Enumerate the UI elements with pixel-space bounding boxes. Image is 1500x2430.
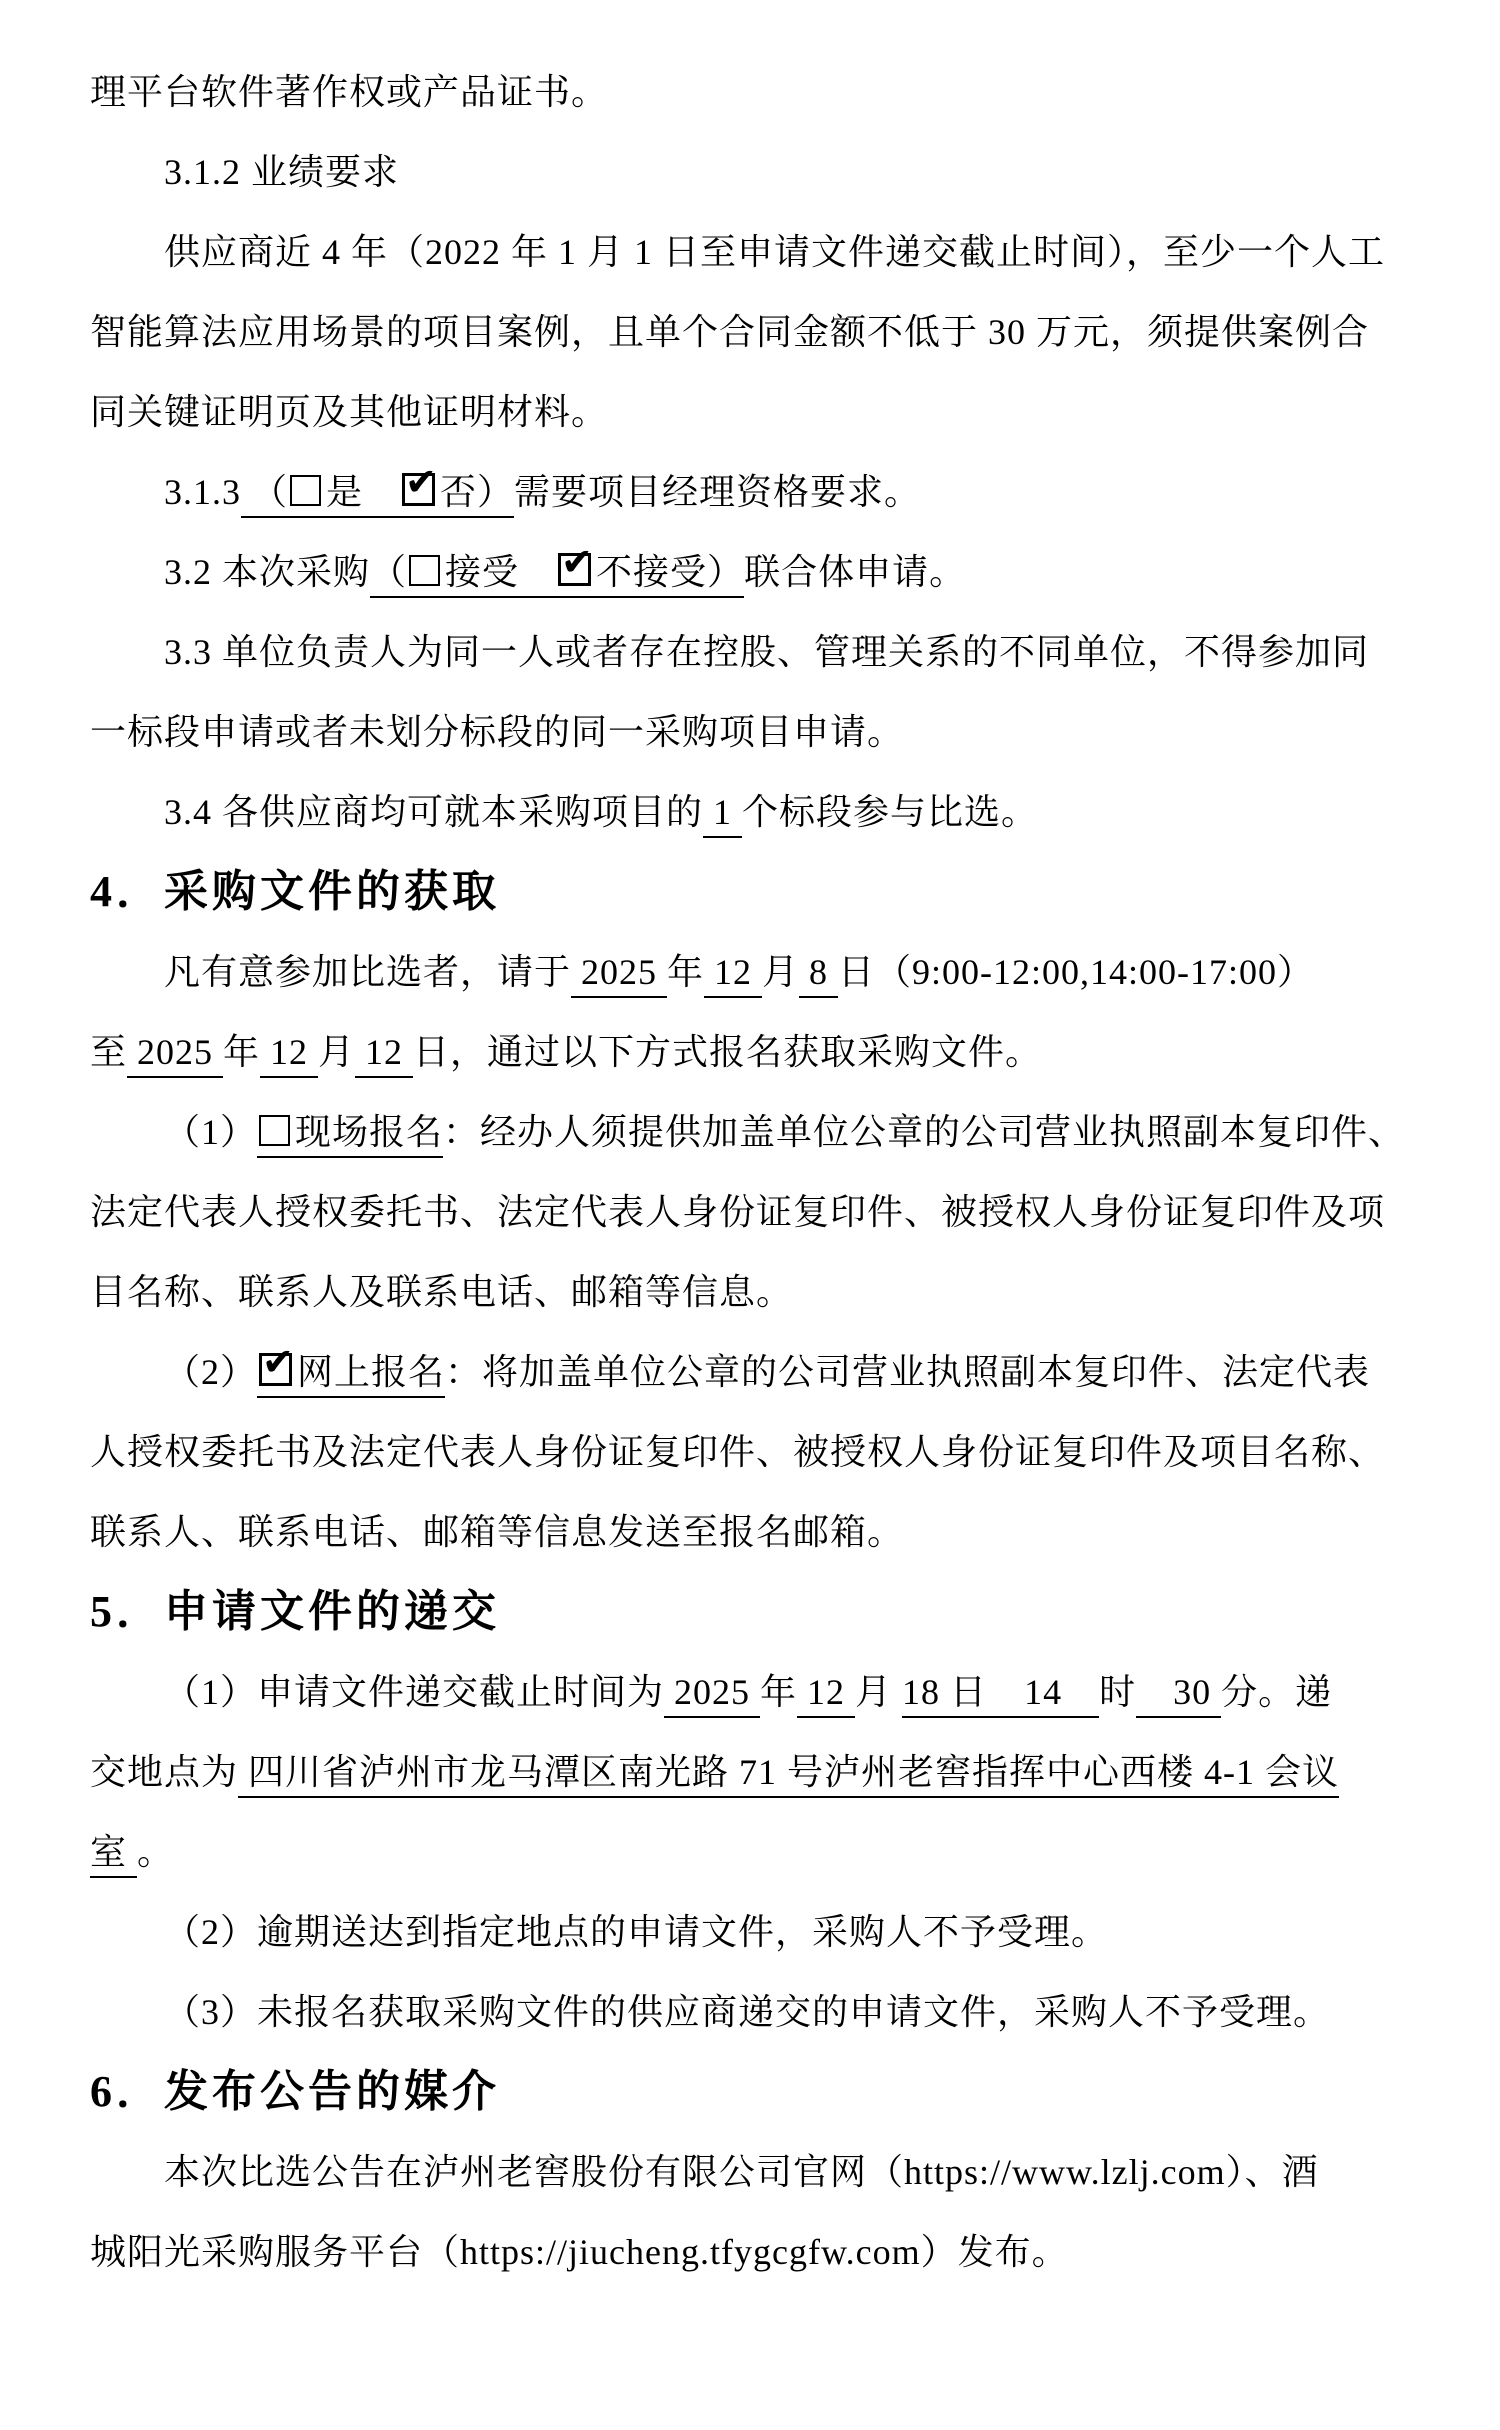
- text-segment: 2025: [571, 952, 667, 998]
- text-segment: （2）逾期送达到指定地点的申请文件，采购人不予受理。: [164, 1912, 1109, 1952]
- text-segment: （3）未报名获取采购文件的供应商递交的申请文件，采购人不予受理。: [164, 1992, 1331, 2032]
- text-segment: （1）申请文件递交截止时间为: [164, 1672, 665, 1712]
- checkbox-segment: [257, 1112, 295, 1158]
- text-segment: 接受: [445, 552, 556, 598]
- para-onsite-signup-line1: [90, 1092, 1420, 1172]
- item-3-1-3: [90, 452, 1420, 532]
- checkbox-segment: [556, 540, 596, 598]
- text-segment: 现场报名: [295, 1112, 443, 1158]
- para-performance-line2: [90, 292, 1420, 372]
- item-3-2: [90, 532, 1420, 612]
- text-segment: 2025: [664, 1672, 760, 1718]
- item-unregistered-rejected: [90, 1972, 1420, 2052]
- para-media-line1: [90, 2132, 1420, 2212]
- para-onsite-signup-line3: [90, 1252, 1420, 1332]
- text-segment: 理平台软件著作权或产品证书。: [90, 72, 609, 112]
- text-segment: 12: [355, 1032, 413, 1078]
- text-segment: 5．申请文件的递交: [90, 1587, 500, 1636]
- checkbox-unchecked-icon: [259, 1115, 290, 1146]
- text-segment: 需要项目经理资格要求。: [514, 472, 922, 512]
- para-online-signup-line2: [90, 1412, 1420, 1492]
- text-segment: 3.3 单位负责人为同一人或者存在控股、管理关系的不同单位，不得参加同: [164, 632, 1370, 672]
- heading-6: [90, 2052, 1420, 2132]
- text-segment: （: [241, 472, 288, 518]
- item-3-3-line1: [90, 612, 1420, 692]
- text-segment: 18 日: [902, 1672, 987, 1718]
- text-segment: 12: [797, 1672, 855, 1718]
- checkbox-unchecked-icon: [409, 555, 440, 586]
- text-segment: 8: [799, 952, 838, 998]
- check-mark-icon: ✔: [262, 1340, 295, 1384]
- text-segment: 30: [1136, 1672, 1221, 1718]
- text-segment: 分。递: [1221, 1672, 1333, 1712]
- text-segment: 目名称、联系人及联系电话、邮箱等信息。: [90, 1272, 794, 1312]
- text-segment: 至: [90, 1032, 128, 1072]
- text-segment: （1）: [164, 1112, 258, 1152]
- check-mark-icon: ✔: [561, 540, 594, 584]
- item-3-3-line2: [90, 692, 1420, 772]
- text-segment: 年: [223, 1032, 261, 1072]
- text-segment: 个标段参与比选。: [742, 792, 1039, 832]
- text-segment: 联合体申请。: [744, 552, 967, 592]
- item-3-4: [90, 772, 1420, 852]
- text-segment: 室: [90, 1832, 137, 1878]
- text-segment: 12: [704, 952, 762, 998]
- text-segment: 凡有意参加比选者，请于: [164, 952, 572, 992]
- text-segment: 3.1.3: [164, 472, 241, 512]
- text-segment: 时: [1099, 1672, 1137, 1712]
- para-submit-line1: [90, 1652, 1420, 1732]
- text-segment: 月: [762, 952, 800, 992]
- para-copyright-continuation: [90, 52, 1420, 132]
- text-segment: 年: [667, 952, 705, 992]
- text-segment: 月: [318, 1032, 356, 1072]
- text-segment: ：: [445, 1352, 483, 1392]
- document-content: [90, 52, 1420, 2292]
- text-segment: 联系人、联系电话、邮箱等信息发送至报名邮箱。: [90, 1512, 905, 1552]
- heading-5: [90, 1572, 1420, 1652]
- text-segment: 2025: [127, 1032, 223, 1078]
- text-segment: 3.4 各供应商均可就本采购项目的: [164, 792, 704, 832]
- text-segment: 1: [703, 792, 742, 838]
- text-segment: 6．发布公告的媒介: [90, 2067, 500, 2116]
- text-segment: 月: [855, 1672, 903, 1712]
- text-segment: 供应商近 4 年（2022 年 1 月 1 日至申请文件递交截止时间），至少一个人工: [164, 232, 1386, 272]
- checkbox-segment: [400, 460, 440, 518]
- text-segment: 本次比选公告在泸州老窖股份有限公司官网（https://www.lzlj.com）、酒: [164, 2152, 1319, 2192]
- para-media-line2: [90, 2212, 1420, 2292]
- text-segment: 3.1.2 业绩要求: [164, 152, 400, 192]
- para-submit-line3: [90, 1812, 1420, 1892]
- text-segment: 人授权委托书及法定代表人身份证复印件、被授权人身份证复印件及项目名称、: [90, 1432, 1386, 1472]
- text-segment: 否）: [440, 472, 514, 518]
- text-segment: 四川省泸州市龙马潭区南光路 71 号泸州老窖指挥中心西楼 4-1 会议: [238, 1752, 1339, 1798]
- text-segment: 日，通过以下方式报名获取采购文件。: [413, 1032, 1043, 1072]
- para-onsite-signup-line2: [90, 1172, 1420, 1252]
- text-segment: 智能算法应用场景的项目案例，且单个合同金额不低于 30 万元，须提供案例合: [90, 312, 1370, 352]
- text-segment: 12: [260, 1032, 318, 1078]
- para-performance-line3: [90, 372, 1420, 452]
- checkbox-segment: [288, 472, 326, 518]
- checkbox-checked-icon: [558, 540, 594, 586]
- text-segment: 经办人须提供加盖单位公章的公司营业执照副本复印件、: [480, 1112, 1406, 1152]
- text-segment: 城阳光采购服务平台（https://jiucheng.tfygcgfw.com）发布。: [90, 2232, 1069, 2272]
- text-segment: 同关键证明页及其他证明材料。: [90, 392, 609, 432]
- text-segment: ：: [443, 1112, 481, 1152]
- checkbox-checked-icon: [402, 460, 438, 506]
- checkbox-checked-icon: [259, 1340, 295, 1386]
- text-segment: 是: [326, 472, 400, 518]
- text-segment: 年: [760, 1672, 798, 1712]
- text-segment: 一标段申请或者未划分标段的同一采购项目申请。: [90, 712, 905, 752]
- check-mark-icon: ✔: [405, 460, 438, 504]
- text-segment: （2）: [164, 1352, 258, 1392]
- para-obtain-line2: [90, 1012, 1420, 1092]
- para-submit-line2: [90, 1732, 1420, 1812]
- text-segment: 3.2 本次采购: [164, 552, 371, 592]
- text-segment: 。: [137, 1832, 175, 1872]
- text-segment: 日（9:00-12:00,14:00-17:00）: [838, 952, 1315, 992]
- para-performance-line1: [90, 212, 1420, 292]
- heading-4: [90, 852, 1420, 932]
- text-segment: 交地点为: [90, 1752, 239, 1792]
- para-online-signup-line3: [90, 1492, 1420, 1572]
- heading-3-1-2: [90, 132, 1420, 212]
- text-segment: 14: [987, 1672, 1099, 1718]
- para-obtain-line1: [90, 932, 1420, 1012]
- checkbox-unchecked-icon: [290, 475, 321, 506]
- text-segment: 将加盖单位公章的公司营业执照副本复印件、法定代表: [482, 1352, 1371, 1392]
- checkbox-segment: [407, 552, 445, 598]
- text-segment: 不接受）: [596, 552, 744, 598]
- para-online-signup-line1: [90, 1332, 1420, 1412]
- text-segment: （: [370, 552, 407, 598]
- checkbox-segment: [257, 1340, 297, 1398]
- item-overdue-rejected: [90, 1892, 1420, 1972]
- text-segment: 4．采购文件的获取: [90, 867, 500, 916]
- text-segment: 法定代表人授权委托书、法定代表人身份证复印件、被授权人身份证复印件及项: [90, 1192, 1386, 1232]
- text-segment: 网上报名: [297, 1352, 445, 1398]
